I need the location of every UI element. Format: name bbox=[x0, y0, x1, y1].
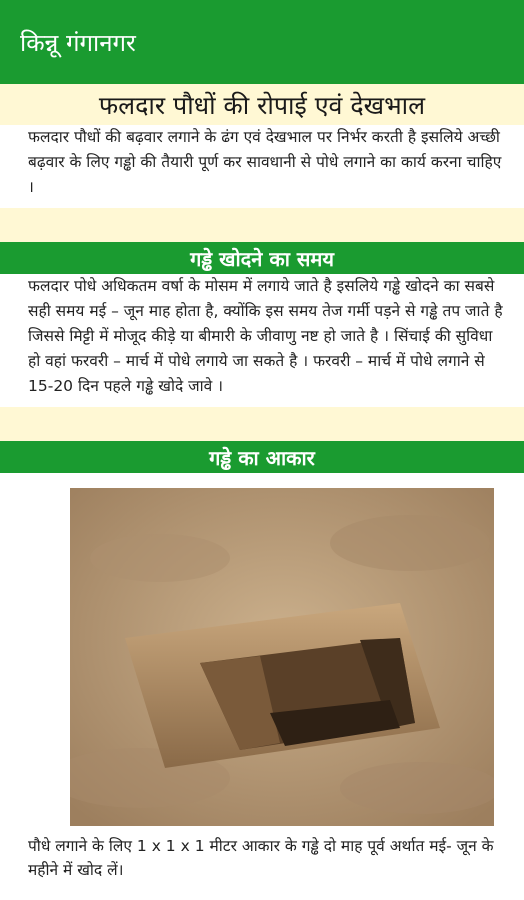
pit-size-caption: पौधे लगाने के लिए 1 x 1 x 1 मीटर आकार के गड्ढे दो माह पूर्व अर्थात मई- जून के महीने में खोद लें। bbox=[28, 837, 494, 879]
intro-paragraph: फलदार पौधों की बढ़वार लगाने के ढंग एवं देखभाल पर निर्भर करती है इसलिये अच्छी बढ़वार के लिए गड्ढो की तैयारी पूर्ण कर सावधानी से पोधे लगाने का कार्य करना चाहिए । bbox=[28, 128, 502, 196]
timing-paragraph: फलदार पोधे अधिकतम वर्षा के मोसम में लगाये जाते है इसलिये गड्ढे खोदने का सबसे सही समय मई – जून माह होता है, क्योंकि इस समय तेज गर्मी पड़ने से गड्ढे तप जाते है जिससे मिट्टी में मोजूद कीड़े या बीमारी के जीवाणु नष्ट हो जाते है । सिंचाई की सुविधा हो वहां फरवरी – मार्च में पोधे लगाये जा सकते है । फरवरी – मार्च में पोधे लगाने से 15-20 दिन पहले गड्ढे खोदे जावे । bbox=[28, 277, 503, 395]
page-title-band bbox=[0, 84, 524, 125]
pit-photo bbox=[70, 488, 494, 826]
section-title-timing: गड्ढे खोदने का समय bbox=[190, 246, 334, 271]
section-header-timing bbox=[0, 242, 524, 274]
app-title: किन्नू गंगानगर bbox=[20, 28, 136, 57]
page-title: फलदार पौधों की रोपाई एवं देखभाल bbox=[98, 90, 426, 120]
section-spacer bbox=[0, 407, 524, 441]
section-header-size bbox=[0, 441, 524, 473]
section-title-size: गड्ढे का आकार bbox=[209, 445, 315, 470]
section-spacer bbox=[0, 208, 524, 242]
app-bar bbox=[0, 0, 524, 84]
